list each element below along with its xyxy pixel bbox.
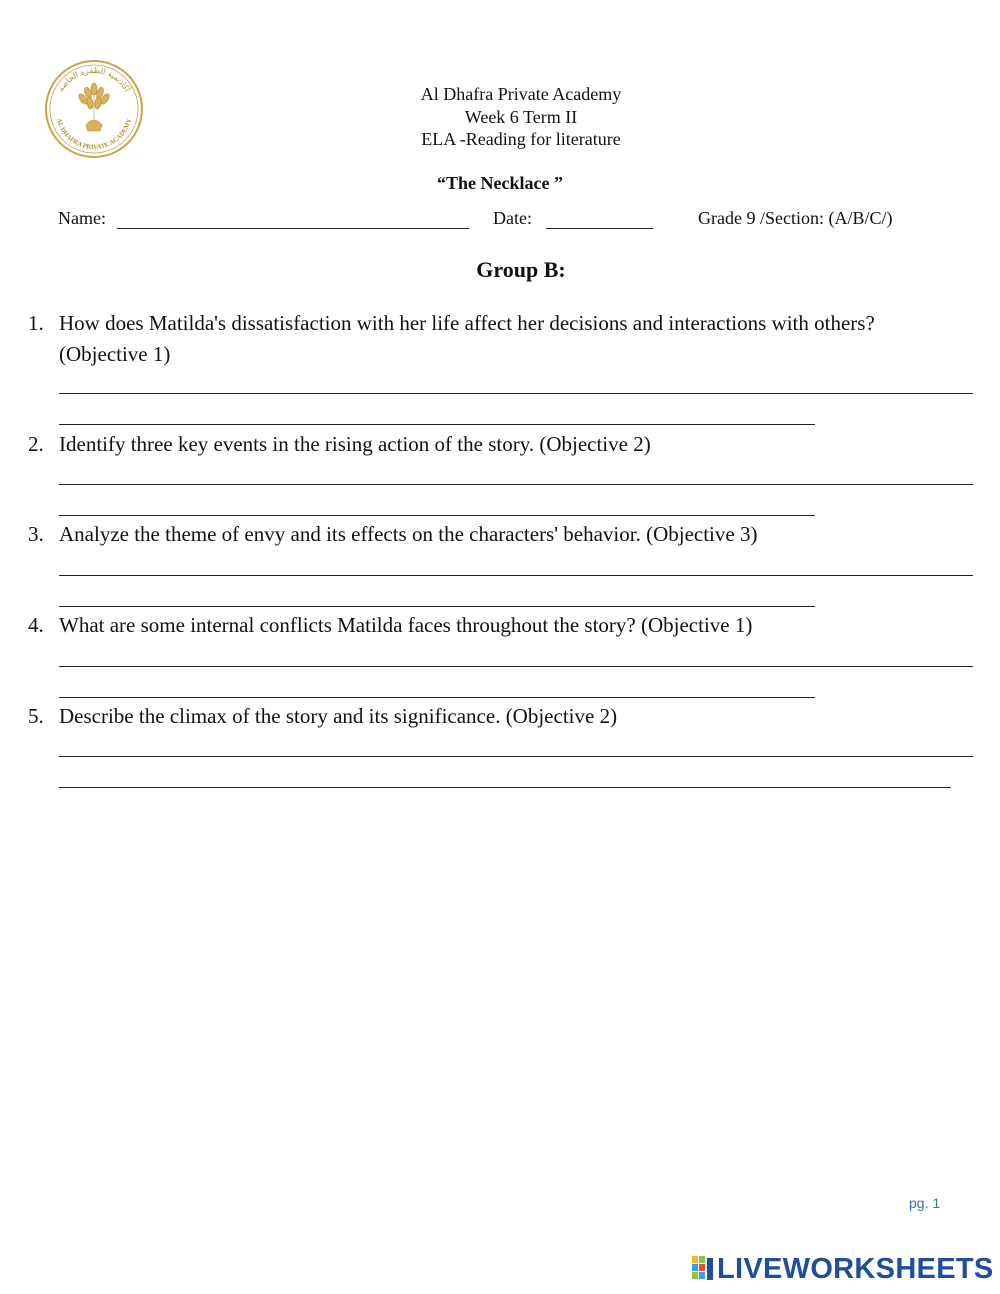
document-header: [0, 83, 1000, 151]
answer-line[interactable]: [59, 424, 815, 425]
question-text: What are some internal conflicts Matilda faces throughout the story? (Objective 1): [59, 613, 753, 637]
logo-arabic-text: أكاديمية الظفرة الخاصة: [56, 65, 132, 94]
subject: ELA -Reading for literature: [421, 129, 621, 149]
question-text: Analyze the theme of envy and its effects on the characters' behavior. (Objective 3): [59, 522, 758, 546]
liveworksheets-icon: [692, 1256, 714, 1282]
logo-english-text: AL DHAFRA PRIVATE ACADEMY: [54, 117, 134, 152]
question-number: 2.: [28, 432, 44, 456]
answer-line[interactable]: [59, 666, 973, 667]
week-term: Week 6 Term II: [464, 106, 578, 127]
question-number: 1.: [28, 311, 44, 335]
answer-line[interactable]: [59, 393, 973, 394]
story-title: [0, 173, 1000, 194]
school-name: Al Dhafra Private Academy: [420, 84, 622, 104]
question-number: 5.: [28, 704, 44, 728]
liveworksheets-logo[interactable]: [692, 1254, 994, 1284]
answer-line[interactable]: [59, 787, 951, 788]
date-field[interactable]: [546, 208, 653, 229]
answer-line[interactable]: [59, 606, 815, 607]
name-field[interactable]: [117, 208, 469, 229]
group-title-text: Group B:: [476, 257, 566, 282]
answer-line[interactable]: [59, 756, 973, 757]
answer-line[interactable]: [59, 484, 973, 485]
group-title: [0, 257, 1000, 283]
name-label: Name:: [58, 208, 106, 228]
grade-section-label: Grade 9 /Section: (A/B/C/): [698, 208, 893, 228]
answer-line[interactable]: [59, 697, 815, 698]
page-number: pg. 1: [909, 1195, 941, 1211]
question-number: 3.: [28, 522, 44, 546]
liveworksheets-brand: LIVEWORKSHEETS: [717, 1252, 994, 1285]
answer-line[interactable]: [59, 575, 973, 576]
question-text: Describe the climax of the story and its significance. (Objective 2): [59, 704, 618, 728]
question-text: How does Matilda's dissatisfaction with her life affect her decisions and interactions with others? (Objective 1): [59, 311, 875, 366]
question-number: 4.: [28, 613, 44, 637]
date-label: Date:: [493, 208, 532, 228]
story-title-text: “The Necklace ”: [437, 173, 563, 193]
student-info-row: [58, 208, 1000, 232]
answer-line[interactable]: [59, 515, 815, 516]
question-text: Identify three key events in the rising action of the story. (Objective 2): [59, 432, 651, 456]
